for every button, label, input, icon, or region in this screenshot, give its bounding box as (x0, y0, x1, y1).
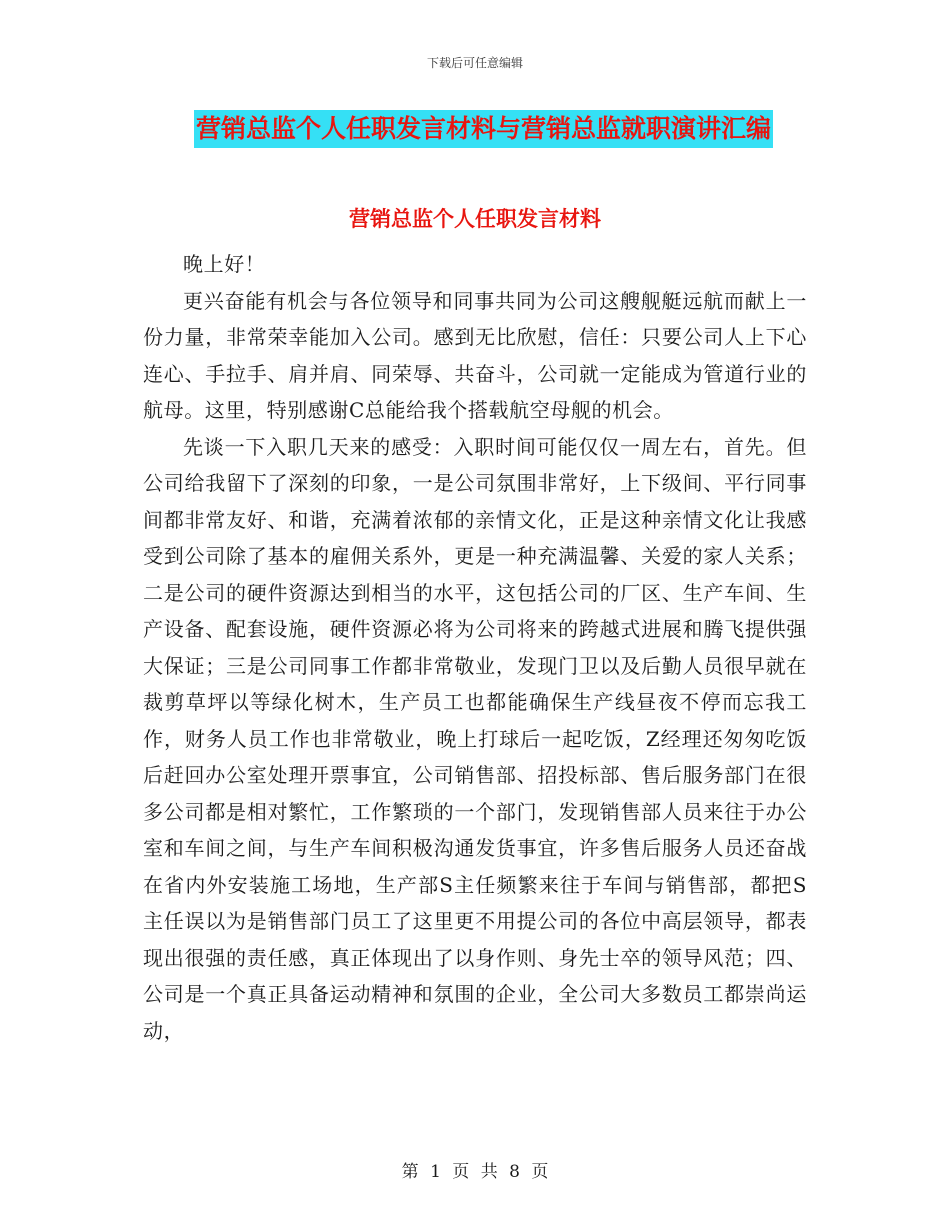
body-paragraph: 先谈一下入职几天来的感受：入职时间可能仅仅一周左右，首先。但公司给我留下了深刻的印象，一是公司氛围非常好，上下级间、平行同事间都非常友好、和谐，充满着浓郁的亲情文化，正是这种亲情文化让我感受到公司除了基本的雇佣关系外，更是一种充满温馨、关爱的家人关系；二是公司的硬件资源达到相当的水平，这包括公司的厂区、生产车间、生产设备、配套设施，硬件资源必将为公司将来的跨越式进展和腾飞提供强大保证；三是公司同事工作都非常敬业，发现门卫以及后勤人员很早就在裁剪草坪以等绿化树木，生产员工也都能确保生产线昼夜不停而忘我工作，财务人员工作也非常敬业，晚上打球后一起吃饭，Z经理还匆匆吃饭后赶回办公室处理开票事宜，公司销售部、招投标部、售后服务部门在很多公司都是相对繁忙，工作繁琐的一个部门，发现销售部人员来往于办公室和车间之间，与生产车间积极沟通发货事宜，许多售后服务人员还奋战在省内外安装施工场地，生产部S主任频繁来往于车间与销售部，都把S主任误以为是销售部门员工了这里更不用提公司的各位中高层领导，都表现出很强的责任感，真正体现出了以身作则、身先士卒的领导风范；四、公司是一个真正具备运动精神和氛围的企业，全公司大多数员工都崇尚运动， (143, 434, 807, 1043)
body-paragraph: 更兴奋能有机会与各位领导和同事共同为公司这艘舰艇远航而献上一份力量，非常荣幸能加入公司。感到无比欣慰，信任：只要公司人上下心连心、手拉手、肩并肩、同荣辱、共奋斗，公司就一定能成为管道行业的航母。这里，特别感谢C总能给我个搭载航空母舰的机会。 (143, 288, 807, 422)
document-sub-title: 营销总监个人任职发言材料 (349, 207, 601, 231)
page-header-note: 下载后可任意编辑 (426, 56, 523, 70)
document-main-title: 营销总监个人任职发言材料与营销总监就职演讲汇编 (194, 110, 773, 148)
document-body (143, 246, 807, 1049)
greeting-paragraph: 晚上好！ (183, 252, 266, 276)
page-number-footer: 第 1 页 共 8 页 (401, 1162, 549, 1182)
